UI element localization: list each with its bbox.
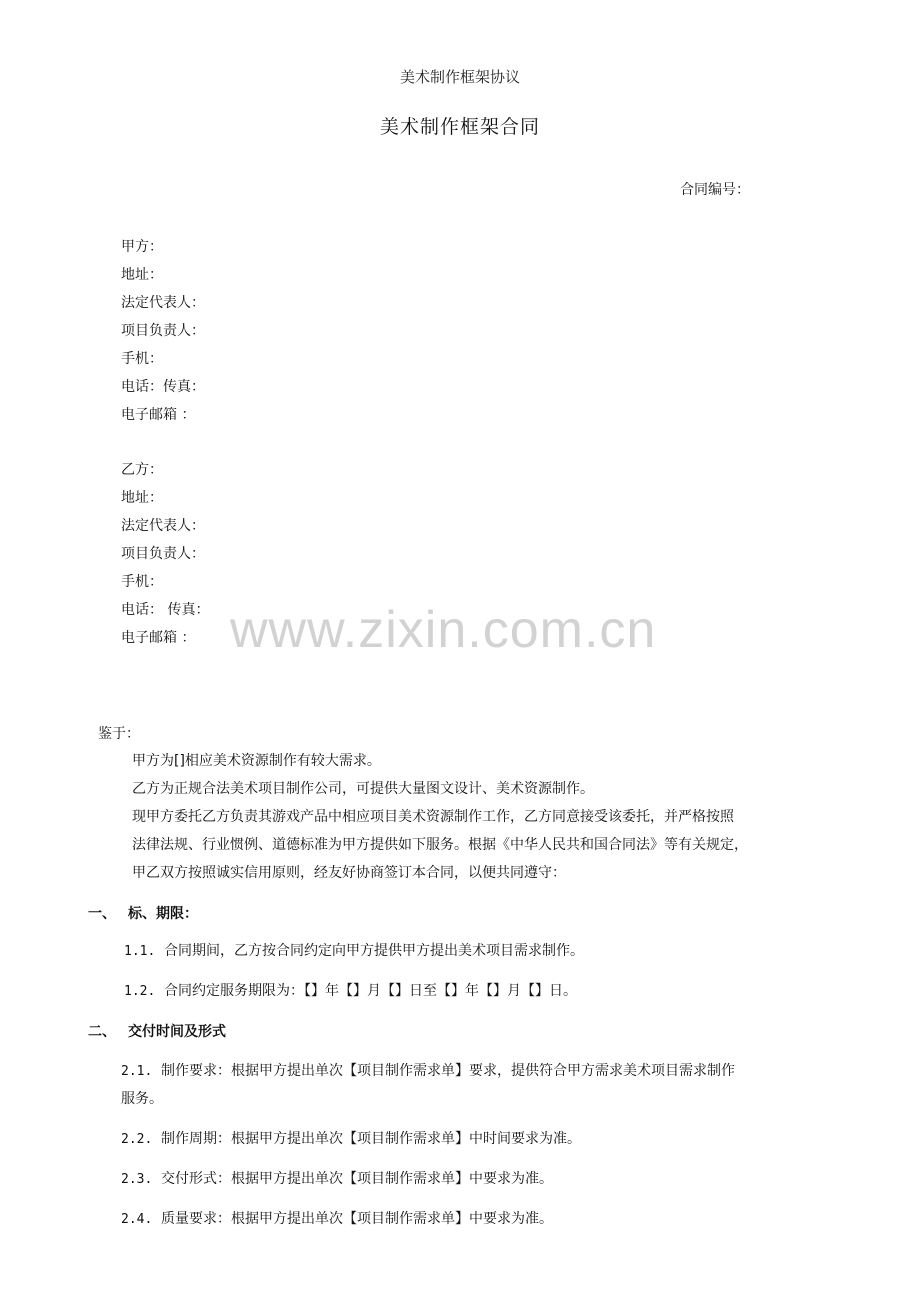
- party-a-address-label: 地址：: [121, 267, 163, 283]
- clause-text: 交付形式：根据甲方提出单次【项目制作需求单】中要求为准。: [161, 1171, 553, 1187]
- document-header: 美术制作框架协议: [399, 68, 520, 86]
- section-2-heading: [88, 1021, 226, 1041]
- clause-number: 2.2.: [121, 1132, 153, 1147]
- party-a-name-label: 甲方：: [121, 239, 163, 255]
- clause-text: 制作周期：根据甲方提出单次【项目制作需求单】中时间要求为准。: [161, 1131, 581, 1147]
- contract-number-label: 合同编号：: [680, 182, 750, 198]
- section-1-number: 一、: [88, 906, 116, 922]
- party-b-email-label: 电子邮箱 ：: [121, 630, 196, 646]
- clause-2-1: [121, 1061, 735, 1082]
- clause-1-2: [124, 981, 577, 1002]
- clause-text: 合同期间，乙方按合同约定向甲方提供甲方提出美术项目需求制作。: [164, 943, 584, 959]
- preamble-line-4: 法律法规、行业惯例、道德标准为甲方提供如下服务。根据《中华人民共和国合同法》等有关规定，: [132, 837, 748, 853]
- clause-text: 合同约定服务期限为：【】年【】月【】日至【】年【】月【】日。: [164, 983, 577, 999]
- clause-2-4: [121, 1209, 553, 1230]
- party-b-project-lead-label: 项目负责人：: [121, 546, 205, 562]
- clause-number: 2.1.: [121, 1064, 153, 1079]
- clause-text: 制作要求：根据甲方提出单次【项目制作需求单】要求，提供符合甲方需求美术项目需求制作: [161, 1063, 735, 1079]
- party-b-mobile-label: 手机：: [121, 574, 163, 590]
- preamble-line-5: 甲乙双方按照诚实信用原则，经友好协商签订本合同，以便共同遵守：: [132, 865, 566, 881]
- party-b-phone-fax-label: 电话： 传真：: [121, 602, 210, 618]
- clause-number: 2.4.: [121, 1212, 153, 1227]
- section-1-heading: [88, 903, 198, 923]
- clause-2-3: [121, 1169, 553, 1190]
- clause-1-1: [124, 941, 584, 962]
- clause-2-2: [121, 1129, 581, 1150]
- section-2-number: 二、: [88, 1024, 116, 1040]
- party-a-phone-fax-label: 电话：传真：: [121, 379, 205, 395]
- clause-2-1-cont: 服务。: [121, 1091, 163, 1107]
- party-a-email-label: 电子邮箱 ：: [121, 407, 196, 423]
- clause-text: 质量要求：根据甲方提出单次【项目制作需求单】中要求为准。: [161, 1211, 553, 1227]
- party-b-name-label: 乙方：: [121, 462, 163, 478]
- party-b-address-label: 地址：: [121, 490, 163, 506]
- preamble-line-2: 乙方为正规合法美术项目制作公司，可提供大量图文设计、美术资源制作。: [132, 781, 594, 797]
- preamble-line-3: 现甲方委托乙方负责其游戏产品中相应项目美术资源制作工作，乙方同意接受该委托，并严格按照: [132, 809, 734, 825]
- clause-number: 1.2.: [124, 984, 156, 999]
- watermark: www.zixin.com.cn: [230, 601, 657, 659]
- preamble-whereas: 鉴于：: [98, 726, 140, 742]
- party-a-project-lead-label: 项目负责人：: [121, 323, 205, 339]
- party-b-legal-rep-label: 法定代表人：: [121, 518, 205, 534]
- preamble-line-1: 甲方为[]相应美术资源制作有较大需求。: [132, 753, 381, 769]
- party-a-mobile-label: 手机：: [121, 351, 163, 367]
- page-title: 美术制作框架合同: [379, 116, 540, 138]
- section-2-title: 交付时间及形式: [128, 1024, 226, 1040]
- section-1-title: 标、期限：: [128, 906, 198, 922]
- clause-number: 1.1.: [124, 944, 156, 959]
- clause-number: 2.3.: [121, 1172, 153, 1187]
- party-a-legal-rep-label: 法定代表人：: [121, 295, 205, 311]
